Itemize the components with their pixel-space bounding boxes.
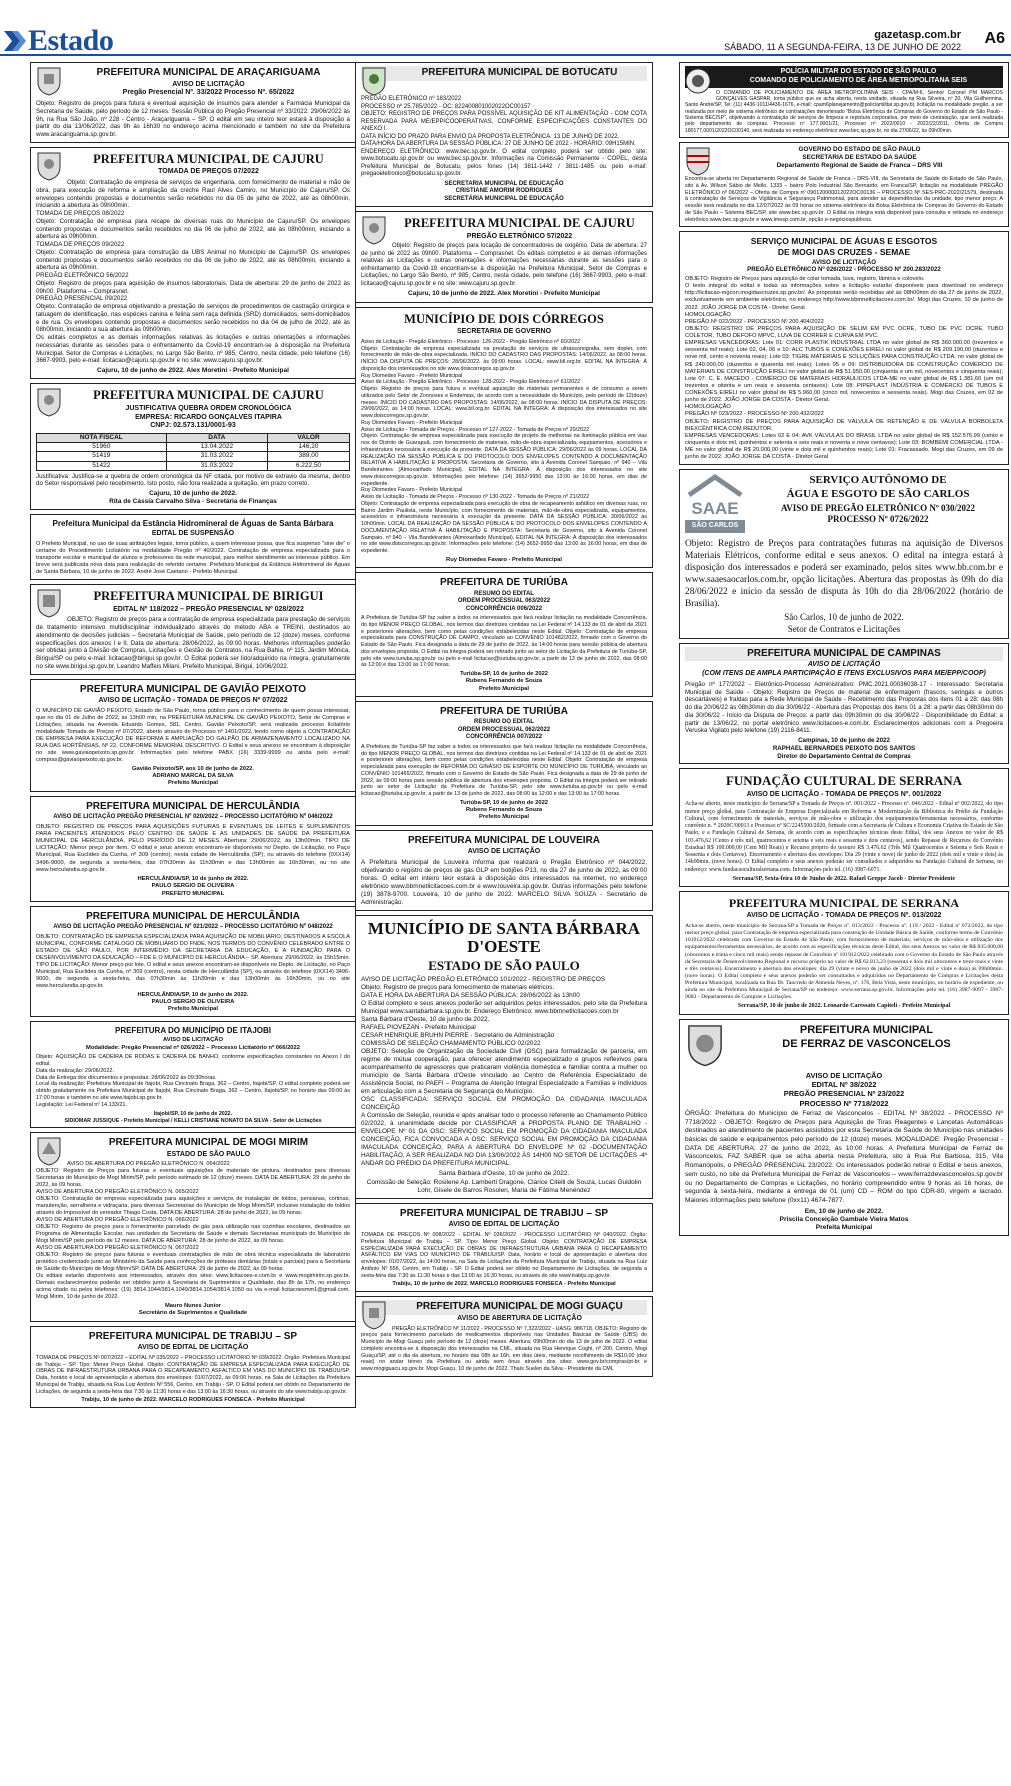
notice-santa-barbara <box>355 915 653 1199</box>
notice-subtitle: PREGÃO ELETRÔNICO 57/2022 <box>466 232 573 240</box>
notice-herculandia-1 <box>30 796 356 902</box>
notice-signature: Serrana/SP, Sexta-feira 10 de Junho de 2022. Rafael Greppe Jacob - Diretor Presidente <box>732 875 956 882</box>
notice-mogi-mirim <box>30 1132 356 1321</box>
site-url[interactable]: gazetasp.com.br <box>874 29 961 41</box>
police-badge-icon <box>685 66 711 96</box>
notice-subtitle: AVISO DE LICITAÇÃO PREGÃO PRESENCIAL Nº 021/2022 – PROCESSO LICITATÓRIO Nº 048/2022 <box>53 924 333 931</box>
table-row <box>37 452 350 461</box>
notice-title: PREFEITURA MUNICIPAL DE TRABIJU – SP <box>399 1207 609 1219</box>
issue-date: SÁBADO, 11 A SEGUNDA-FEIRA, 13 DE JUNHO DE 2022 <box>724 42 961 52</box>
notice-body: OBJETO: CONTRATAÇÃO DE EMPRESA ESPECIALIZADA PARA AQUISIÇÃO DE MOBILIÁRIO, DESTINADOS A ESCOLA MUNICIPAL, CONFORME CATÁLOGO DE MOBILIÁRIO DO FNDE, NOS TERMOS DO CONVÊNIO CELEBRADO ENTRE O ESTADO DE SÃO PAULO, POR INTERMÉDIO DA SECRETARIA DA EDUCAÇÃO, E A FUNDAÇÃO PARA O DESENVOLVIMENTO DA EDUCAÇÃO – FDE E O MUNICÍPIO DE HERCULÂNDIA – SP. Abertura: 29/06/2022, às 15h15min. TIPO DE LICITAÇÃO: Menor preço por lote. O edital e seus anexos encontram-se disponíveis no Depto. de Licitação, no Paço Municipal, Rua Euclides da Cunha, nº 309 (centro), nesta cidade de Herculândia (SP), ou através do telefone (0XX14) 3496-9000, de segunda a sexta-feira, das 07h30min às 11h30min e das 13h00min às 16h30min, ou no site www.herculandia.sp.gov.br. <box>36 933 350 989</box>
notice-itajobi <box>30 1021 356 1128</box>
notice-title: PREFEITURA MUNICIPAL DE CAJURU <box>404 216 635 230</box>
notice-body: Aviso de Licitação - Pregão Eletrônico - Processo: 126-2022 - Pregão Eletrônico nº 60/2022 Objeto: Contratação de empresa especializada na prestação de serviços de ultrassonografia, sem dopler, com fornecimento de mão-de-obra especializada. INÍCIO DO CADASTRO DAS PROPOSTAS: 14/06/2022, às 08:00 horas. INÍCIO DA DISPUTA DE PREÇOS: 28/06/2022, às 09:00 horas. LOCAL: www.bll.org.br. EDITAL NA ÍNTEGRA: À disposição dos interessados no site www.doiscorregos.sp.gov.br. Ruy Diomedes Favaro - Prefeito Municipal Aviso de Licitação - Pregão Eletrônico - Processo: 128-2022 - Pregão Eletrônico nº 61/2022 Objeto: Registro de preços para futura e eventual aquisição de materiais permanentes e de consumo a serem utilizados pelo Setor de Zoonoses e Endemias, de acordo com a necessidade do Município, pelo período de 12(doze) meses. INÍCIO DO CADASTRO DAS PROPOSTAS: 14/06/2022, às 08:00 horas. INÍCIO DA DISPUTA DE PREÇOS: 29/06/2022, às 14:00 horas. LOCAL: www.bll.org.br. EDITAL NA ÍNTEGRA: À disposição dos interessados no site www.doiscorregos.sp.gov.br. Ruy Diomedes Favaro - Prefeito Municipal Aviso de Licitação - Tomada de Preços - Processo nº 127-2022 - Tomada de Preços nº 20/2022 Objeto: Contratação de empresa especializada para execução de projeto de melhorias na iluminação pública em vias nos do Distrito de Guarapuã, com fornecimento de materiais, mão-de-obra especializada, equipamentos, acessórios e infraestrutura necessária à execução da presente. DATA DA SESSÃO PÚBLICA: 29/06/2022 às 09 horas. LOCAL DA REALIZAÇÃO DA SESSÃO PÚBLICA E DO PROTOCOLO DOS ENVELOPES CONTENDO A DOCUMENTAÇÃO RELATIVA À HABILITAÇÃO E PROPOSTA: Secretaria de Governo, sito à Avenida Coronel Sampaio, nº 940 – Vila Bandeirantes (Almoxarifado Municipal). EDITAL NA ÍNTEGRA: À disposição dos interessados no site www.doiscorregos.sp.gov.br. Informações pelo telefone: (14) 3652-9950 das 13:00 às 16:00 horas, em dias de expediente. Ruy Diomedes Favaro - Prefeito Municipal Aviso de Licitação - Tomada de Preços - Processo nº 130-2022 - Tomada de Preços nº 21/2022 Objeto: Contratação de empresa especializada para execução de obra de recapeamento asfáltico em diversas ruas, no Bairro Jardim Paulista, neste Município, com fornecimento de materiais, mão-de-obra especializada, equipamentos, acessórios e infraestrutura necessária à execução da presente. DATA DA SESSÃO PÚBLICA: 30/06/2022 às 10h00min. LOCAL DA REALIZAÇÃO DA SESSÃO PÚBLICA E DO PROTOCOLO DOS ENVELOPES CONTENDO A DOCUMENTAÇÃO RELATIVA À HABILITAÇÃO E PROPOSTA: Secretaria de Governo, sito à Avenida Coronel Sampaio, nº 940 – Vila Bandeirantes (Almoxarifado Municipal). EDITAL NA ÍNTEGRA: À disposição dos interessados no site www.doiscorregos.sp.gov.br. Informações pelo telefone: (14) 3652-9950 das 13:00 às 16:00 horas, em dias de expediente. <box>361 338 647 555</box>
notice-signature: São Carlos, 10 de junho de 2022. Setor de Contratos e Licitações <box>784 612 904 634</box>
notice-title: PREFEITURA MUNICIPAL DE ARAÇARIGUAMA <box>96 67 321 78</box>
crest-icon <box>361 215 387 245</box>
notice-body: Encontra-se aberta no Departamento Regional de Saúde de Franca – DRS-VIII, da Secretaria de Saúde do Estado de São Paulo, sito à Av. Wilson Sábio de Mello, 1333 – bairro Polo Industrial São Bernardo, em Franca/SP, licitação na modalidade PREGÃO ELETRÔNICO nº 06/2022 – Oferta de Compra nº 090120000012022OC00136 – PROCESSO Nº SES-PRC-2022/21579, destinada à contratação de Serviços de Vigilância e Segurança Patrimonial, para atender as dependências da unidade, tipo menor preço. A sessão será realizada no dia 12/07/2022 às 09 horas no sistema eletrônico da Bolsa Eletrônica de Compras do Governo do Estado de São Paulo – Sistema BEC/SP, site www.bec.sp.gov.br. O Edital na íntegra está disponível para consulta e retirada no endereço eletrônico www.bec.sp.gov.br e www.imesp.com.br, opção e-negóciospublicos. <box>685 176 1003 223</box>
notice-subtitle: AVISO DE ABERTURA DE LICITAÇÃO <box>457 1314 582 1322</box>
notice-body: Objeto: Registro de preços para locação de concentradores de oxigênio. Data de abertura: 27 de junho de 2022 às 09h00. Plataforma – Comprasnet. Os editais completos e as demais informações relativas às Licitações e outras orientações e informações necessárias durante as sessões para o enfrentamento da Covid-19 encontram-se à disposição na Prefeitura Municipal, Setor de Compras e Licitações, no Largo São Bento, nº 985, Centro, nesta cidade, pelo telefone (16) 3667-9903, pelo e-mail: licitacao@cajuru.sp.gov.br e no site: www.cajuru.sp.gov.br. <box>361 243 647 287</box>
notice-body: A Prefeitura de Turiúba-SP faz saber a todos os interessados que fará realizar licitação na modalidade Concorrência, do tipo MENOR PREÇO GLOBAL, nos termos das diretrizes contidas na Lei Federal nº 14.133 de 01 de abril de 2021 e posteriores alterações, bem como pelas condições estabelecidas neste Edital. Objeto: Contratação de empresa especializada para CONSTRUÇÃO DE CAMPO, vinculado ao CONVÊNIO 101482/2022, firmado com o Governo do Estado de São Paulo. Fica designada a data de 29 de junho de 2022, às 14:00 horas para sessão pública de abertura dos envelopes proposta. O Edital na íntegra poderá ser retirado junto ao setor de Licitação da Prefeitura de Turiúba-SP, pelo site www.turiuba.sp.gov.br ou pelo e-mail licitacao@turiuba.sp.gov.br, a partir de 13 de junho de 2022, das 08:00 às 12:00 e das 13:00 às 17:00 horas. <box>361 615 647 669</box>
table-row <box>37 461 350 470</box>
notice-body: PREGÃO ELETRÔNICO nº 183/2022 PROCESSO nº 25.785/2022 - OC: 822400801002022OC00157 OBJETO: REGISTRO DE PREÇOS PARA POSSÍVEL AQUISIÇÃO DE KIT ALIMENTAÇÃO - COM COTA RESERVADA PARA ME/EPP/COOPERATIVAS, CONFORME ESPECIFICAÇÕES CONSTANTES DO ANEXO I. DATA INÍCIO DO PRAZO PARA ENVIO DA PROPOSTA ELETRÔNICA: 13 DE JUNHO DE 2022. DATA/HORA DA ABERTURA DA SESSÃO PÚBLICA: 27 DE JUNHO DE 2022 - HORÁRIO: 09H15MIN. ENDEREÇO ELETRÔNICO: www.bec.sp.gov.br. O edital completo poderá ser obtido pelo site: www.botucatu.sp.gov.br ou www.bec.sp.gov.br. Informações na Comissão Permanente - COPEL, desta Prefeitura Municipal de Botucatu, pelos fones (14) 3811-1442 / 3811-1485 ou pelo e-mail: pregaoeletronico@botucatu.sp.gov.br. <box>361 96 647 177</box>
notice-subtitle: SECRETARIA DE GOVERNO <box>456 328 552 336</box>
notice-saae-sao-carlos <box>679 469 1009 639</box>
saae-logo <box>685 473 745 535</box>
table-cell: 389,00 <box>268 452 350 461</box>
crest-icon <box>36 151 62 181</box>
crest-icon <box>361 1300 387 1330</box>
notice-turiuba-2 <box>355 701 653 826</box>
notice-fundacao-serrana <box>679 768 1009 887</box>
notice-body: AVISO DE ABERTURA DO PREGÃO ELETRÔNICO N. 064/2022 OBJETO: Registro de Preços para futuras e eventuais aquisições de materiais de pintura, destinados para diversas Secretarias do Município de Mogi Mirim/SP, pelo período estimado de 12 (doze) meses. DATA DE ABERTURA: 29 de junho de 2022, às 09 horas. AVISO DE ABERTURA DO PREGÃO ELETRÔNICO N. 065/2022 OBJETO: Contratação de empresa especializada para aquisições e serviços de instalação de toldos, persianas, cortinas, manutenção, serralheria e vidraçaria, para diversas Secretarias do Município de Mogi Mirim/SP, inclusive instalação de toldos através do Impossível do vereador Thiago Costa. DATA DE ABERTURA: 28 de junho de 2022, às 09 horas. AVISO DE ABERTURA DO PREGÃO ELETRÔNICO N. 066/2022 OBJETO: Registro de preços para o fornecimento parcelado de gás para utilização nas cozinhas escolares, destinados ao Programa de Alimentação Escolar, nas unidades da Secretaria de Saúde e demais Secretarias municipais do Município de Mogi Mirim/SP pelo período de 12 meses. DATA DE ABERTURA: 28 de junho de 2022, às 09 horas. AVISO DE ABERTURA DO PREGÃO ELETRÔNICO N. 067/2022 OBJETO: Registro de preços para futuras e eventuais contratações de mão de obra técnica especializada de laboratório protético credenciado junto ao Ministério da Saúde para confecções de próteses dentárias (totais e parciais) para a Secretaria de Saúde do Município de Mogi Mirim/SP. DATA DE ABERTURA: 29 de junho de 2022, às 09 horas. Os editais estarão disponíveis aos interessados, através dos sites: www.licitacoes-e.com.br e www.mogimirim.sp.gov.br. Demais esclarecimentos poderão ser obtidos junto à Secretaria de Suprimentos e Qualidade, das 8h às 17h, no endereço acima citado ou pelos telefones: (19) 3814.1044/3814.1049/3814.1054/3814.1050 ou via e-mail licitacoesmm1@gmail.com. Mogi Mirim, 10 de junho de 2022. <box>36 1161 350 1301</box>
notice-gaviao-peixoto <box>30 679 356 792</box>
notice-subtitle: AVISO DE LICITAÇÃO (COM ITENS DE AMPLA PARTICIPAÇÃO E ITENS EXCLUSIVOS PARA ME/EPP/COOP) <box>702 661 986 678</box>
notice-subtitle: AVISO DE LICITAÇÃO - TOMADA DE PREÇOS Nº. 013/2022 <box>746 912 942 920</box>
notice-title: SERVIÇO AUTÔNOMO DE ÁGUA E ESGOTO DE SÃO CARLOS <box>786 474 970 501</box>
notice-mogi-guacu <box>355 1296 653 1377</box>
crest-icon <box>361 66 387 96</box>
notice-semae-mogi <box>679 231 1009 465</box>
notice-title: FUNDAÇÃO CULTURAL DE SERRANA <box>725 773 963 789</box>
table-header: DATA <box>166 434 267 443</box>
crest-icon <box>685 1023 725 1067</box>
notice-subtitle: AVISO DE LICITAÇÃO Pregão Presencial Nº. 33/2022 Processo Nº. 65/2022 <box>122 80 295 97</box>
notice-title: PREFEITURA MUNICIPAL DE CAJURU <box>93 151 324 166</box>
column-3 <box>679 62 1009 1240</box>
notice-birigui <box>30 584 356 675</box>
table-header: NOTA FISCAL <box>37 434 167 443</box>
column-2 <box>355 62 653 1381</box>
notice-title: SERVIÇO MUNICIPAL DE ÁGUAS E ESGOTOS DE MOGI DAS CRUZES - SEMAE <box>750 236 938 257</box>
notice-title: PREFEITURA DE TURIÚBA <box>440 577 568 589</box>
notice-subtitle: AVISO DE PREGÃO ELETRÔNICO Nº 030/2022 PROCESSO Nº 0726/2022 <box>780 502 976 525</box>
notice-title: PREFEITURA DE TURIÚBA <box>440 705 568 717</box>
table-cell: 146,20 <box>268 443 350 452</box>
notice-title: MUNICÍPIO DE DOIS CÓRREGOS <box>404 311 604 326</box>
notice-signature: Turiúba-SP, 10 de junho de 2022 Rubens Fernando de Souza Prefeito Municipal <box>459 671 549 692</box>
notice-title: PREFEITURA MUNICIPAL DE BOTUCATU <box>361 66 647 81</box>
table-cell: 51422 <box>37 461 167 470</box>
notice-trabiju-1 <box>30 1326 356 1409</box>
notice-louveira <box>355 830 653 911</box>
notice-subtitle: AVISO DE LICITAÇÃO Modalidade: Pregão Presencial nº 026/2022 – Processo Licitatório nº 066/2022 <box>86 1037 300 1051</box>
notice-title: PREFEITURA MUNICIPAL DE BIRIGUI <box>93 589 324 604</box>
notice-aguas-santa-barbara <box>30 514 356 580</box>
table-cell: 31.03.2022 <box>166 452 267 461</box>
notice-signature: Itajobi/SP, 10 de junho de 2022. SIDIOMAR JUSSIQUE - Prefeito Municipal / KELLI CRISTIANE NONATO DA SILVA - Setor de Licitações <box>64 1110 322 1124</box>
notice-title: POLÍCIA MILITAR DO ESTADO DE SÃO PAULO COMANDO DE POLICIAMENTO DE ÁREA METROPOLITANA SEIS <box>685 66 1003 88</box>
notice-herculandia-2 <box>30 906 356 1018</box>
notice-signature: Cajuru, 10 de junho de 2022. Alex Moretini - Prefeito Municipal <box>97 367 289 375</box>
saae-roof-icon <box>685 473 745 517</box>
notice-ferraz-vasconcelos <box>679 1019 1009 1236</box>
notice-signature: Campinas, 10 de junho de 2022 RAPHAEL BERNARDES PEIXOTO DOS SANTOS Diretor do Departamento Central de Compras <box>772 737 916 760</box>
notice-subtitle: TOMADA DE PREÇOS 07/2022 <box>158 168 259 176</box>
notice-body: O Prefeito Municipal, no uso de suas atribuições legais, torna público, a quem interessar possa, que fica suspenso "sine die" o certame do Procedimento Licitatório na modalidade Pregão nº 40/2022. Contratação de empresa especializada para o transporte escolar e municipal de alunos e professores da rede municipal, para melhor atendimento ao interesse público. Em breve será publicada nova data para realização do referido certame. Prefeitura Municipal da Estância Hidromineral de Águas de Santa Bárbara, 10 de junho de 2022. André José Caetano - Prefeito Municipal <box>36 541 350 576</box>
notice-subtitle: EDITAL DE SUSPENSÃO <box>151 530 235 538</box>
notice-body: A Prefeitura de Turiúba-SP faz saber a todos os interessados que fará realizar licitação na modalidade Concorrência, do tipo MENOR PREÇO GLOBAL, nos termos das diretrizes contidas na Lei Federal nº 14.133 de 01 de abril de 2021 e posteriores alterações, bem como pelas condições estabelecidas neste Edital. Objeto: Contratação de empresa especializada para execução de REFORMA DO GINÁSIO DE ESPORTE DO MUNICÍPIO DE TURIÚBA, vinculado ao CONVÊNIO 101465/2022, firmado com o Governo do Estado de São Paulo. Fica designada a data de 29 de junho de 2022, às 09:00 horas para sessão pública de abertura dos envelopes proposta. O Edital na íntegra poderá ser retirado junto ao setor de Licitação da Prefeitura de Turiúba-SP, pelo site www.turiuba.sp.gov.br ou pelo e-mail licitacao@turiuba.sp.gov.br, a partir de 13 de junho de 2022, das 08:00 às 12:00 e das 13:00 às 17:00 horas. <box>361 743 647 798</box>
page-number: A6 <box>984 30 1005 47</box>
notice-subtitle: AVISO DE EDITAL DE LICITAÇÃO <box>137 1344 249 1352</box>
state-crest-icon <box>685 146 711 176</box>
saae-logo-sub: SÃO CARLOS <box>685 520 745 533</box>
notice-signature: Ruy Diomedes Favaro - Prefeito Municipal <box>446 556 562 563</box>
notice-body: Justificativa: Justifica-se a quebra de ordem cronológica da NF citada, por motivo de extravio da mesma, dentro do Setor responsável pelo recebimento. Isto posto, não fora realizada a quitação, em prazo correto. <box>36 472 350 488</box>
notice-subtitle: JUSTIFICATIVA QUEBRA ORDEM CRONOLÓGICA EMPRESA: RICARDO GONÇALVES ITAPIRA CNPJ: 02.573.131/0001-93 <box>125 404 292 430</box>
notice-cajuru-1 <box>30 147 356 380</box>
notice-serrana <box>679 891 1009 1015</box>
notice-botucatu <box>355 62 653 207</box>
notice-signature: Mauro Nunes Junior Secretário de Suprimentos e Qualidade <box>138 1303 248 1317</box>
notice-body: OBJETO: REGISTRO DE PREÇOS PARA AQUISIÇÕES FUTURAS E EVENTUAIS DE LEITES E SUPLEMENTOS PARA PACIENTES ATENDIDOS PELO CENTRO DE SAÚDE E AS UNIDADES DE SAÚDE DA PREFEITURA MUNICIPAL DE HERCULÂNDIA, PELO PERÍODO DE 12 MESES. Abertura: 29/06/2022, às 13h00min. TIPO DE LICITAÇÃO: Menor preço por item. O edital e seus anexos encontram-se disponíveis no Depto. de Licitação, no Paço Municipal, Rua Euclides da Cunha, nº 309 (centro), nesta cidade de Herculândia (SP), ou através do telefone (0XX14) 3496-9000, de segunda a sexta-feira, das 07h30min às 11h30min e das 13h00min às 16h30min, ou no site www.herculandia.sp.gov.br. <box>36 823 350 873</box>
notice-title: PREFEITURA MUNICIPAL DE LOUVEIRA <box>407 834 601 846</box>
notice-cajuru-2 <box>30 383 356 510</box>
logo <box>4 26 113 56</box>
notice-title: PREFEITURA MUNICIPAL DE TRABIJU – SP <box>88 1330 298 1342</box>
notice-turiuba-1 <box>355 572 653 697</box>
notice-body: Objeto: Registro de Preços para contratações futuras na aquisição de Diversos Materiais Elétricos, conforme edital e seus anexos. O edital na íntegra estará à disposição dos interessados e poderá ser examinado, pelos sites www.bb.com.br e www.saaesaocarlos.com.br, opção licitações. Abertura das propostas às 09h do dia 28/06/2022 e início da sessão de disputa às 10h do dia 28/06/2022 (horário de Brasília). <box>685 539 1003 610</box>
table-cell: 51419 <box>37 452 167 461</box>
notice-subtitle: AVISO DE LICITAÇÃO - TOMADA DE PREÇOS Nº. 001/2022 <box>746 790 942 798</box>
notice-title: MUNICÍPIO DE SANTA BÁRBARA D'OESTE <box>367 918 641 957</box>
crest-icon <box>36 1136 62 1166</box>
notice-title: Prefeitura Municipal da Estância Hidromineral de Águas de Santa Bárbara <box>52 519 334 529</box>
notice-title: PREFEITURA DO MUNICÍPIO DE ITAJOBI <box>114 1026 271 1036</box>
table-row <box>37 443 350 452</box>
crest-icon <box>36 66 62 96</box>
notice-aracariguama <box>30 62 356 143</box>
notice-subtitle: ESTADO DE SÃO PAULO <box>166 1150 251 1158</box>
notice-signature: Santa Bárbara d'Oeste, 10 de junho de 2022. Comissão de Seleção: Rosilene Ap. Lamberti Dragone, Clarice Citelli de Souza, Lucas Guidolin Lohr, Gisele de Barros Rosolen, Maria de Fátima Menéndez <box>366 1170 642 1194</box>
notice-signature: Gavião Peixoto/SP, aos 10 de junho de 2022. ADRIANO MARCAL DA SILVA Prefeito Municipal <box>132 765 254 787</box>
notice-signature: Trabiju, 10 de junho de 2022. MARCELO RODRIGUES FONSECA - Prefeito Municipal <box>392 1281 616 1288</box>
chevron-logo-icon <box>4 29 26 53</box>
notice-signature: Serrana/SP, 10 de junho de 2022. Leonardo Caressato Capiteli - Prefeito Municipal <box>737 1003 951 1010</box>
notice-subtitle: ESTADO DE SÃO PAULO <box>428 958 580 974</box>
notice-title: PREFEITURA MUNICIPAL DE GAVIÃO PEIXOTO <box>79 683 307 695</box>
notice-title: PREFEITURA MUNICIPAL DE MOGI GUAÇU <box>361 1300 647 1315</box>
notice-body: PREGÃO ELETRÔNICO Nº 11/2022 - PROCESSO Nº 7.322/2022 - UASG: 986718. OBJETO: Registro de preços para fornecimento parcelado de medicamentos disponíveis nas Unidades Básicas de Saúde (UBS) do Município de Mogi Guaçu pelo período de 12 (doze) meses. Abertura: 09h00min do dia 13 de julho de 2022. O edital completo encontra-se à disposição dos interessados na CML, situada na Rua Henrique Coghi, nº 200, Centro, Mogi Guaçu/SP, até o dia da abertura, no horário das 08h às 16h, em dias úteis, mediante recolhimento de R$10,00 (dez reais) no andar térreo da Prefeitura ou ainda sem ônus através dos sites: www.gov.br/compras/pt-br e www.mogiguacu.sp.gov.br. Mogi Guaçu, 10 de junho de 2022. Thaís Suelen da Silva - Presidente da CML <box>361 1325 647 1372</box>
notice-body: Objeto: Registro de preços para futura e eventual aquisição de insumos para atender a Farmácia Municipal da Secretaria de Saúde, pelo período de 12 meses. Sessão Pública do Pregão Presencial nº 33/2022: 29/06/2022 às 9h, na Rua São João, nº 228 - Centro - Araçariguama – SP. O edital em seu inteiro teor estará à disposição a partir do dia 13/06/2022, das 9h às 16h30 no endereço acima mencionado e também no site da Prefeitura www.aracariguama.sp.gov.br. <box>36 100 350 138</box>
notice-drs-franca <box>679 142 1009 227</box>
notice-subtitle: RESUMO DO EDITAL ORDEM PROCESSUAL 063/2022 CONCORRÊNCIA 006/2022 <box>457 590 551 612</box>
table-header: VALOR <box>268 434 350 443</box>
notice-signature: SECRETARIA MUNICIPAL DE EDUCAÇÃO CRISTIANE AMORIM RODRIGUES SECRETÁRIA MUNICIPAL DE EDUCAÇÃO <box>444 180 564 202</box>
notice-signature: HERCULÂNDIA/SP, 10 de junho de 2022. PAULO SERGIO DE OLIVEIRA Prefeito Municipal <box>137 991 249 1013</box>
notice-title: PREFEITURA MUNICIPAL DE MOGI MIRIM <box>108 1137 309 1149</box>
notice-title: PREFEITURA MUNICIPAL DE CAJURU <box>93 388 324 403</box>
notice-title: PREFEITURA MUNICIPAL DE FERRAZ DE VASCONCELOS <box>782 1023 951 1050</box>
notice-body: Objeto: Contratação de empresa de serviços de engenharia, com fornecimento de material e mão de obra, para execução de reforma e ampliação da creche Raul Alves Camiro, no Município de Cajuru/SP. Os envelopes contendo propostas e documentos serão recebidos no dia 05 de julho de 2022, até às 08h00min, iniciando a abertura às 09h00min. TOMADA DE PREÇOS 08/2022 Objeto: Contratação de empresa para recape de diversas ruas do Município de Cajuru/SP. Os envelopes contendo propostas e documentos serão recebidos no dia 06 de julho de 2022, até às 08h00min, iniciando a abertura às 09h00min. TOMADA DE PREÇOS 09/2022 Objeto: Contratação de empresa para construção da UBS Animal no Município de Cajuru/SP. Os envelopes contendo propostas e documentos serão recebidos no dia 06 de julho de 2022, até às 08h00min, iniciando a abertura às 09h00min. PREGÃO ELETRÔNICO 56/2022 Objeto: Registro de preços para aquisição de insumos laboratoriais. Data de abertura: 29 de junho de 2022 às 09h00. Plataforma – Comprasnet. PREGÃO PRESENCIAL 09/2022 Objeto: Contratação de empresa objetivando a prestação de serviços de procedimentos de castração cirúrgica e tatuagem de identificação, nas espécies canina e felina sem raça definida (SRD) domiciliados, semi-domiciliados e de rua. Os envelopes contendo propostas e documentos serão recebidos no dia 04 de julho de 2022, até às 08h00min, iniciando a sua abertura às 09h00min. Os editais completos e as demais informações relativas às licitações e outras orientações e informações necessárias durante as sessões para o enfrentamento da Covid-19 encontram-se à disposição na Prefeitura Municipal, Setor de Compras e Licitações, no Largo São Bento, nº 985, Centro, nesta cidade, pelo telefone (16) 3667-9903, pelo e-mail: licitacao@cajuru.sp.gov.br e no site: www.cajuru.sp.gov.br. <box>36 179 350 365</box>
notice-policia-militar <box>679 62 1009 138</box>
notice-cajuru-3 <box>355 211 653 303</box>
notice-subtitle: AVISO DE LICITAÇÃO <box>467 848 541 856</box>
notice-body: O COMANDO DE POLICIAMENTO DE ÁREA METROPOLITANA SEIS - CPA/M-6, Senhor Coronel PM MARCOS GONÇALVES GASPAR, torna público que se acha aberta, nesta unidade, situada na Rua Silveira, nº 20, Vila Guilhermina, Santo André/SP, Tel: (11) 4436-1011/4436-1676, e-mail: cpam6planejamento@policiamilitar.sp.gov.br, licitação na modalidade pregão, a ser realizada por meio de sistema eletrônico de contratações denominado "Bolsa Eletrônica de Compras do Governo do Estado de São Paulo - Sistema BEC/SP", objetivando a contratação de serviços de limpeza e repintura corporativa, por meio de contratação, que será realizada pelo departamento de compras. Processo nº 177.0001/21, Processo nº 2022/0010 - 2022/22/2011, Oferta de Compra 180177.0001/2022OC00140, será realizada no endereço eletrônico www.bec.sp.gov.br, no dia 27/06/22, às 09h00min. <box>685 89 1003 134</box>
notice-body: OBJETO: Registro de Preços para aquisição de colar tomada, luva, registro, lâmina e colovelo. O texto integral do edital e todas as informações sobre a licitação estarão disponíveis para download no endereço http://licitacao-mgcon.mogidascruzes.sp.gov.br/. As propostas serão recebidas até às 08h00min do dia 27 de junho de 2022, exclusivamente em ambiente eletrônico, no endereço http://www.bbmnetlicitacoes.com.br/. Mogi das Cruzes, 10 de junho de 2022. JOÃO JORGE DA COSTA - Diretor Geral HOMOLOGAÇÃO PREGÃO Nº 022/2022 - PROCESSO Nº 200.404/2022 OBJETO: REGISTRO DE PREÇOS PARA AQUISIÇÃO DE SELIM EM PVC OCRE, TUBO DE PVC OCRE, TUBO COLETOR, TUBO DEFOFO MPVC, LUVA DE CORRER E CURVA EM PVC. EMPRESAS VENCEDORAS: Lote 01: CORR PLASTIK INDUSTRIAL LTDA no valor global de R$ 360.000,00 (trezentos e sessenta mil reais); Lote 02, 04, 06 e 10: ALC TUBOS E CONEXÕES EIRELI no valor global de R$ 209.190,00 (duzentos e nove mil, cento e noventa reais); Lote 03: TIGRE MATERIAIS E SOLUÇÕES PARA CONSTRUÇÃO LTDA. no valor global de R$ 240.000,00 (duzentos e quarenta mil reais); Lotes 05 e 09: DISTRIBUIDORA DE CONSTRUÇÃO COMÉRCIO DE MATERIAIS DE CONSTRUÇÃO EIRELI no valor global de R$ 51.950,00 (cinquenta e um mil, novecentos e cinquenta reais); Lote 07: C. E. MACEDO - COMÉRCIO DE MATERIAIS HIDRÁULICOS LTDA-ME no valor global de R$ 1.381,60 (um mil trezentos e oitenta e um reais e sessenta centavos); Lote 08: PIPEPLAST INDÚSTRIA E COMÉRCIO DE TUBOS E CONEXÕES EIRELI no valor global de R$ 5.960,00 (cinco mil, novecentos e sessenta reais). Mogi das Cruzes, em 02 de junho de 2022. JOÃO JORGE DA COSTA - Diretor Geral. HOMOLOGAÇÃO PREGÃO Nº 023/2022 - PROCESSO Nº 200.432/2022 OBJETO: REGISTRO DE PREÇOS PARA AQUISIÇÃO DE VÁLVULA DE RETENÇÃO E DE VÁLVULA BORBOLETA BIEXCÊNTRICA COM REDUTOR. EMPRESAS VENCEDORAS: Lotes 02 E 04: AVK VÁLVULAS DO BRASIL LTDA no valor global de R$ 152.576,99 (cento e cinquenta e dois mil, quinhentos e setenta e seis reais e noventa e nove centavos); Lote 03: BOMBEMI COMERCIAL LTDA - ME no valor global de R$ 20.000,00 (vinte e dois mil e quinhentos reais); Lote 01: Fracassado. Mogi das Cruzes, em 09 de junho de 2022. JOÃO JORGE DA COSTA - Diretor Geral <box>685 276 1003 461</box>
notice-title: PREFEITURA MUNICIPAL DE CAMPINAS <box>685 647 1003 662</box>
notice-subtitle: AVISO DE LICITAÇÃO PREGÃO PRESENCIAL Nº 020/2022 – PROCESSO LICITATÓRIO Nº 046/2022 <box>53 814 333 820</box>
notice-title: PREFEITURA MUNICIPAL DE SERRANA <box>728 896 960 911</box>
notice-subtitle: AVISO DE LICITAÇÃO - TOMADA DE PREÇOS Nº 07/2022 <box>98 697 288 705</box>
notice-title: PREFEITURA MUNICIPAL DE HERCULÂNDIA <box>86 910 300 922</box>
crest-icon <box>36 588 62 618</box>
notice-body: O MUNICÍPIO DE GAVIÃO PEIXOTO, Estado de São Paulo, torna público para o conhecimento de quem possa interessar, que no dia 01 de Julho de 2022, às 13h00 min, na PREFEITURA MUNICIPAL DE GAVIÃO PEIXOTO, Setor de Compras e Licitações, situada na Avenida Eduardo Gomes, 581, Centro, Gavião Peixoto/SP, será realizada processo licitatório modalidade Tomada de Preços nº 07/2022, aberto através do Processo nº 1401/2022, tendo como objeto a CONTRATAÇÃO DE EMPRESA PARA EXECUÇÃO DE REFORMA E AMPLIAÇÃO DO GALPÃO DE ARMAZENAMENTO LOCALIZADO NA RUA DAS HORTÊNSIAS, Nº 22, CONFORME MEMORIAL DESCRITIVO. O Edital e seus anexos se encontram à disposição no site www.gaviaopeixoto.sp.gov.br. Informações pelo telefone PABX (16) 3339-9999 ou ainda pelo e-mail: compras@gaviaopeixoto.sp.gov.br. <box>36 707 350 763</box>
notice-signature: Cajuru, 10 de junho de 2022. Rita de Cássia Carvalho Silva - Secretária de Finanças <box>109 490 277 506</box>
notice-signature: Turiúba-SP, 10 de junho de 2022 Rubens Fernando de Souza Prefeito Municipal <box>459 799 549 821</box>
notice-subtitle: AVISO DE EDITAL DE LICITAÇÃO <box>448 1221 560 1229</box>
notice-subtitle: AVISO DE LICITAÇÃO PREGÃO ELETRÔNICO Nº 026/2022 - PROCESSO Nº 200.283/2022 <box>747 258 941 274</box>
crest-icon <box>36 387 62 417</box>
masthead <box>0 0 1011 56</box>
notice-body: AVISO DE LICITAÇÃO PREGÃO ELETRÔNICO 101/2022 - REGISTRO DE PREÇOS Objeto: Registro de preços para fornecimento de materiais elétricos. DATA E HORA DA ABERTURA DA SESSÃO PÚBLICA: 28/06/2022 às 13h00 O Edital completo e seus anexos poderão ser adquiridos pelos interessados, pelo site da Prefeitura Municipal www.santabarbara.sp.gov.br. Endereço Eletrônico: www.bbmnetlicitacoes.com.br Santa Bárbara d'Oeste, 10 de junho de 2022. RAFAEL PIOVEZAN - Prefeito Municipal CESAR HENRIQUE BRUHN PIERRE - Secretário de Administração COMISSÃO DE SELEÇÃO CHAMAMENTO PÚBLICO 02/2022 OBJETO: Seleção de Organização da Sociedade Civil (OSC) para formalização de parceria, em regime de mútua cooperação, para oferecer atendimento especializado e grupos reflexivos para acompanhamento de agressores que praticaram violência doméstica e familiar contra a mulher no município de Santa Bárbara d'Oeste vinculado ao Centro de Referência Especializado de Assistência Social, no PAEFI – Programa de Atenção Integral Especializado a Famílias e Indivíduos em articulação com a Secretaria de Segurança do Município. OSC CLASSIFICADA: SERVIÇO SOCIAL EM PROMOÇÃO DA CIDADANIA IMACULADA CONCEIÇÃO A Comissão de Seleção, reunida e após analisar todo o processo referente ao Chamamento Público 02/2022, à unanimidade decide por CLASSIFICAR a PROPOSTA PLANO DE TRABALHO - ENVELOPE Nº 01 DA OSC: SERVIÇO SOCIAL EM PROMOÇÃO DA CIDADANIA IMACULADA CONCEIÇÃO, FICA CONVOCADA A OSC: SERVIÇO SOCIAL EM PROMOÇÃO DA CIDADANIA IMACULADA CONCEIÇÃO, PARA A ABERTURA DO ENVELOPE Nº 02 -DOCUMENTAÇÃO HABILITAÇÃO, A SER REALIZADA NO DIA 13/06/2022 ÀS 14H00 NO SETOR DE LICITAÇÕES -4º ANDAR DO PRÉDIO DA PREFEITURA MUNICIPAL. <box>361 976 647 1168</box>
notice-signature: Trabiju, 10 de junho de 2022. MARCELO RODRIGUES FONSECA - Prefeito Municipal <box>81 1397 305 1404</box>
column-1 <box>30 62 356 1412</box>
notice-dois-corregos <box>355 307 653 569</box>
notice-subtitle: AVISO DE LICITAÇÃO EDITAL Nº 38/2022 PREGÃO PRESENCIAL Nº 23/2022 PROCESSO Nº 7718/2022 <box>783 1070 905 1108</box>
notice-campinas <box>679 643 1009 765</box>
notice-body: TOMADA DE PREÇOS Nº 007/2022 – EDITAL Nº 035/2022 – PROCESSO LICITATÓRIO Nº 039/2022. Órgão: Prefeitura Municipal de Trabiju – SP. Tipo: Menor Preço Global. Objeto: CONTRATAÇÃO DE EMPRESA ESPECIALIZADA PARA EXECUÇÃO DE OBRAS DE INFRAESTRUTURA URBANA PARA O RECAPEAMENTO ASFÁLTICO EM VIAS DO MUNICÍPIO DE TRABIJU/SP. Data, horário e local de apresentação e abertura dos envelopes: 01/07/2022, às 09:00 horas, na Sala de Licitações da Prefeitura Municipal de Trabiju, situada na Rua Luiz Antônio Nº 556, Centro, em Trabiju - SP. O Edital poderá ser obtido no Departamento de Licitações, de segunda a sexta-feira das 7:30 às 11:30 horas e das 13:00 às 16:30 horas, ou através do site www.trabiju.sp.gov.br. <box>36 1354 350 1395</box>
notice-title: PREFEITURA MUNICIPAL DE HERCULÂNDIA <box>86 800 300 812</box>
table-cell: 51960 <box>37 443 167 452</box>
notice-subtitle: EDITAL Nº 118/2022 – PREGÃO PRESENCIAL Nº 028/2022 <box>113 605 304 613</box>
notice-signature: Cajuru, 10 de junho de 2022. Alex Moretini - Prefeito Municipal <box>408 290 600 298</box>
notice-body: Acha-se aberto, neste município de Serrana/SP a Tomada de Preços nº. 013/2022 - Processo nº. 119 / 2022 - Edital nº 072/2022, do tipo menor preço global, para Contratação de empresa especializada para construção de Unidade Básica de Saúde, conforme termo de Convênio 101912/2022 celebrado com Governo do Estado de São Paulo, com fornecimento de materiais, serviços de mão-obra e utilização dos equipamentos/ferramentas necessários, de acordo com as especificações técnicas deste Edital, dos seus Anexos no valor de R$ 835.000,00 (oitocentos e trinta e cinco mil reais) sendo repasse de Convênio nº 101912/2022 celebrado com o Governo do Estado de São Paulo através da Secretaria de Desenvolvimento Regional e recurso próprio no valor de R$ 62.813,23 (sessenta e dois mil oitocentos e treze reais e vinte e três centavos). Encerramento e abertura dos envelopes: dia 29 (vinte e nove) de junho de 2022 (dois mil e vinte e dois) às 09h00min. (nove horas). O Edital completo e seus anexos poderão ser consultados e adquiridos no Departamento de Compras e Licitações desta Prefeitura Municipal, localizada na Rua Dr. Tancredo de Almeida Neves, nº. 176, Bela Vista, neste município, no horário de expediente, ou ainda no site da Prefeitura Municipal de Serrana/SP no endereço: www.serrana.sp.gov.br. Informações pelo tel. (16) 3987-9097 - 3987-9083 - Departamento de Compras e Licitações. <box>685 923 1003 1001</box>
saae-logo-word: SAAE <box>691 499 739 518</box>
notice-body: Acha-se aberto, neste município de Serrana/SP a Tomada de Preços nº. 001/2022 - Processo nº. 046/2022 - Edital nº 002/2022, do tipo menor preço global, para Contratação de Empresa Especializada em Reforma e Modernização da Biblioteca do Prédio da Fundação Cultural, com fornecimento de materiais, serviços de mão-obra e utilização dos equipamentos/ferramentas necessários, conforme convênio n. * 2020C/00013 e Processo nº SC/2245500/2020, firmado com a Secretaria de Cultura e Economia Criativa do Estado de São Paulo, e a Fundação Cultural de Serrana, de acordo com as especificações técnicas deste Edital, dos seus Anexos no valor de R$ 103.476,62 (Cento e três mil, quatrocentos e setenta e seis reais e sessenta e dois centavos), sendo Repasse de Recursos do Convênio Estadual R$ 100.000,00 (Cem Mil Reais) e Recurso próprio do tesouro R$ 3.476,62 (Três Mil Quatrocentos e Setenta e Seis Reais e Sessenta e dois Centavos). Encerramento e abertura dos envelopes: Dia 29 (vinte e nove) de junho de 2022 (dois mil e vinte e dois) às 14h00min. (nove horas). O Edital completo e seus anexos poderão ser consultados e adquiridos na Fundação Cultural de Serrana, no endereço: www.fundacaoculturalserrana.com. Informações pelo tel. (16) 3987-6071. <box>685 801 1003 873</box>
invoice-table <box>36 433 350 471</box>
notice-title: GOVERNO DO ESTADO DE SÃO PAULO SECRETARIA DE ESTADO DA SAÚDE Departamento Regional de Saúde de Franca – DRS VIII <box>776 146 943 170</box>
notice-body: TOMADA DE PREÇOS Nº 008/2022 - EDITAL Nº 036/2022 - PROCESSO LICITATÓRIO Nº 040/2022. Órgão: Prefeitura Municipal de Trabiju – SP. Tipo: Menor Preço Global. Objeto: CONTRATAÇÃO DE EMPRESA ESPECIALIZADA PARA EXECUÇÃO DE OBRAS DE INFRAESTRUTURA URBANA PARA O RECAPEAMENTO ASFÁLTICO EM VIAS DO MUNICÍPIO DE TRABIJU/SP. Data, horário e local de apresentação e abertura dos envelopes: 01/07/2022, às 14:00 horas, na Sala de Licitações da Prefeitura Municipal de Trabiju, situada na Rua Luiz Antônio Nº 556, Centro, em Trabiju - SP. O Edital poderá ser obtido no Departamento de Licitações, de segunda a sexta-feira das 7:30 às 11:30 horas e das 13:00 às 16:30 horas, ou através do site www.trabiju.sp.gov.br. <box>361 1232 647 1279</box>
notice-body: A Prefeitura Municipal de Louveira informa que realizará o Pregão Eletrônico nº 044/2022, objetivando o registro de preços de gás GLP em botijões P13, no dia 27 de junho de 2022, às 09:00 horas. O edital em inteiro teor estará à disposição dos interessados na internet, no endereço eletrônico www.bbmnetlicitacoes.com.br e www.louveira.sp.gov.br. Outras informações pelo telefone (19) 3878-9700. Louveira, 10 de junho de 2022. MARCELO SILVA SOUZA - Secretário de Administração. <box>361 858 647 906</box>
notice-signature: HERCULÂNDIA/SP, 10 de junho de 2022. PAULO SERGIO DE OLIVEIRA PREFEITO MUNICIPAL <box>137 876 249 897</box>
notice-body: Objeto: AQUISIÇÃO DE CADEIRA DE RODAS E CADEIRA DE BANHO, conforme especificações constantes no Anexo I do edital. Data da realização: 29/06/2022. Data de Entrega dos documentos e propostas: 28/06/2022 às 09:30horas. Local da realização: Prefeitura Municipal de Itajobi, Rua Cincinato Braga, 362 – Centro, Itajobi/SP. O edital completo poderá ser obtido gratuitamente na Prefeitura Municipal de Itajobi, Rua Cincinato Braga, 362 – Centro, Itajobi/SP, no horário das 09:00 às 17:00 horas e também no site www.itajobi.sp.gov.br. Legislação: Lei Federal nº 14.133/21. <box>36 1053 350 1109</box>
notice-signature: Em, 10 de junho de 2022. Priscila Conceição Gambale Vieira Matos Prefeita Municipal <box>779 1207 909 1232</box>
table-cell: 13.04.2022 <box>166 443 267 452</box>
table-cell: 6.222,50 <box>268 461 350 470</box>
notice-body: OBJETO: Registro de preços para a contratação de empresa especializada para prestação de serviços de tratamento intensivo multidisciplinar individualizado através do método ABA e TREINI, destinados ao atendimento de decisões judiciais – Secretaria Municipal de Saúde, pelo período de 12 (doze) meses, conforme especificações dos anexos I e II. Data de abertura: 28/06/2022, às 09:00 horas. Melhores informações poderão ser obtidas junto à Divisão de Compras, Licitações e Gestão de Contratos, na Rua Bahia, nº 115, Jardim Mônica, Birigui/SP ou pelo e-mail: licitacao@birigui.sp.gov.br. O Edital poderá ser lido/adquirido na íntegra, gratuitamente no site www.birigui.sp.gov.br. Leandro Maffeis Milani, Prefeito Municipal, Birigui, 10/06/2022. <box>36 616 350 670</box>
logo-text: Estado <box>28 24 114 58</box>
table-cell: 31.03.2022 <box>166 461 267 470</box>
notice-body: ÓRGÃO: Prefeitura do Município de Ferraz de Vasconcelos - EDITAL Nº 38/2022 - PROCESSO Nº 7718/2022 - OBJETO: Registro de Preços para Aquisição de Tiras Reagentes e Lancetas Automáticas destinados ao atendimento de pacientes assistidos por esta Secretaria de Saúde do Município nas unidades básicas de saúde e equipamentos pelo período de 12 (doze) meses. MODALIDADE: Pregão Presencial - DATA DE ABERTURA: 27 de junho de 2022, às 10:00 horas. A Prefeitura Municipal de Ferraz de Vasconcelos, FAZ SABER que se acha aberta nesta Prefeitura, sito à Rua Rui Barbosa, 315, Vila Romanópolis, o PREGÃO PRESENCIAL 23/2022. Os interessados poderão retirar o Edital e seus anexos, sem custo, no site da Prefeitura Municipal de Ferraz de Vasconcelos – www.ferrazdevasconcelos.sp.gov.br ou no Departamento de Compras e Licitações, no horário compreendido entre 9 horas as 16 horas, de segunda à sexta-feira, mediante a entrega de 01 (um) CD – ROM do tipo CDR-80, virgem e lacrado. Maiores informações pelo telefone (0xx11) 4674-7877. <box>685 1109 1003 1204</box>
notice-subtitle: RESUMO DO EDITAL ORDEM PROCESSUAL 062/2022 CONCORRÊNCIA 007/2022 <box>457 719 551 741</box>
notice-trabiju-2 <box>355 1203 653 1292</box>
notice-body: Pregão nº 177/2022 - Eletrônico-Processo Administrativo: PMC.2021.00036038-17 - Interessado: Secretaria Municipal de Saúde - Objeto: Registro de Preços de material de enfermagem (frascos, seringas e outros descartáveis) e fraldas para a Rede Municipal de Saúde - Recebimento das Propostas dos itens 01 a 28: das 08h do dia 20/06/22 às 08h30min do dia 30/06/22 - Abertura das Propostas dos itens 01 a 28: a partir das 08h30min do dia 30/06/22 - Início da Disputa de Preços: a partir das 09h30min do dia 30/06/22 - Disponibilidade do Edital: a partir de 13/06/22, no portal eletrônico www.licitacoes-e.com.br. Esclarecimentos adicionais com a Pregoeira Veruska Vigilato pelo telefone (19) 2116-8411. <box>685 680 1003 735</box>
